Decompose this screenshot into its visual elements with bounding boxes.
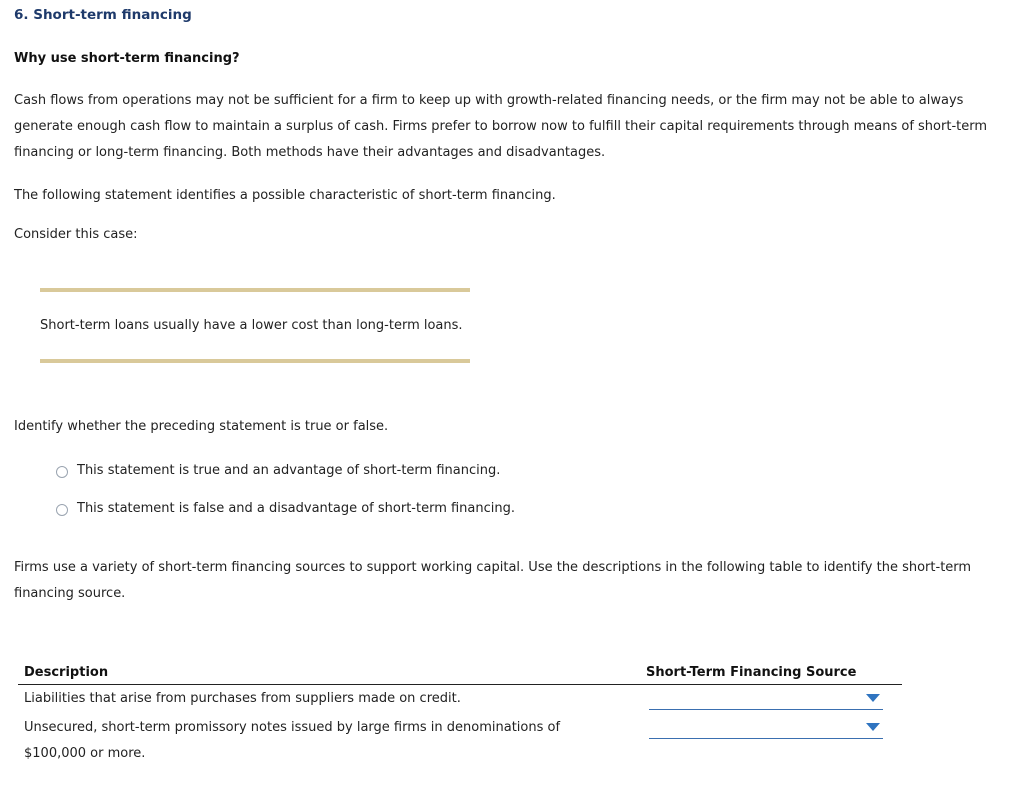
description-line: Liabilities that arise from purchases from suppliers made on credit. [24, 691, 461, 706]
table-row-description [24, 686, 614, 712]
chevron-down-icon[interactable] [866, 723, 880, 731]
chevron-down-icon[interactable] [866, 694, 880, 702]
description-line: $100,000 or more. [24, 746, 146, 761]
option-false[interactable] [56, 501, 515, 516]
sources-intro-paragraph [14, 555, 1010, 607]
description-line: Unsecured, short-term promissory notes issued by large firms in denominations of [24, 720, 561, 735]
header-divider [18, 684, 902, 685]
case-statement-box [40, 288, 470, 363]
case-top-rule [40, 288, 470, 292]
identify-prompt: Identify whether the preceding statement is true or false. [14, 419, 389, 434]
consider-label: Consider this case: [14, 227, 138, 242]
option-label: This statement is true and an advantage of short-term financing. [77, 463, 501, 478]
column-header-source: Short-Term Financing Source [646, 665, 857, 680]
intro-line: generate enough cash flow to maintain a surplus of cash. Firms prefer to borrow now to fulfill their capital requirements through means of short-term [14, 119, 988, 134]
sources-intro-line: financing source. [14, 586, 126, 601]
section-heading: Why use short-term financing? [14, 51, 240, 66]
source-dropdown-row-1[interactable] [649, 687, 883, 710]
radio-button[interactable] [56, 504, 68, 516]
radio-button[interactable] [56, 466, 68, 478]
table-row-description [24, 715, 614, 767]
question-title: 6. Short-term financing [14, 7, 192, 23]
option-label: This statement is false and a disadvantage of short-term financing. [77, 501, 516, 516]
statement-intro: The following statement identifies a possible characteristic of short-term financing. [14, 188, 556, 203]
case-bottom-rule [40, 359, 470, 363]
source-dropdown-row-2[interactable] [649, 716, 883, 739]
case-statement: Short-term loans usually have a lower cost than long-term loans. [40, 318, 463, 333]
sources-intro-line: Firms use a variety of short-term financing sources to support working capital. Use the descriptions in the following table to identify the short-term [14, 560, 972, 575]
intro-line: financing or long-term financing. Both methods have their advantages and disadvantages. [14, 145, 606, 160]
intro-line: Cash flows from operations may not be sufficient for a firm to keep up with growth-related financing needs, or the firm may not be able to always [14, 93, 964, 108]
intro-paragraph [14, 88, 1010, 166]
column-header-description: Description [24, 665, 109, 680]
option-true[interactable] [56, 463, 500, 478]
